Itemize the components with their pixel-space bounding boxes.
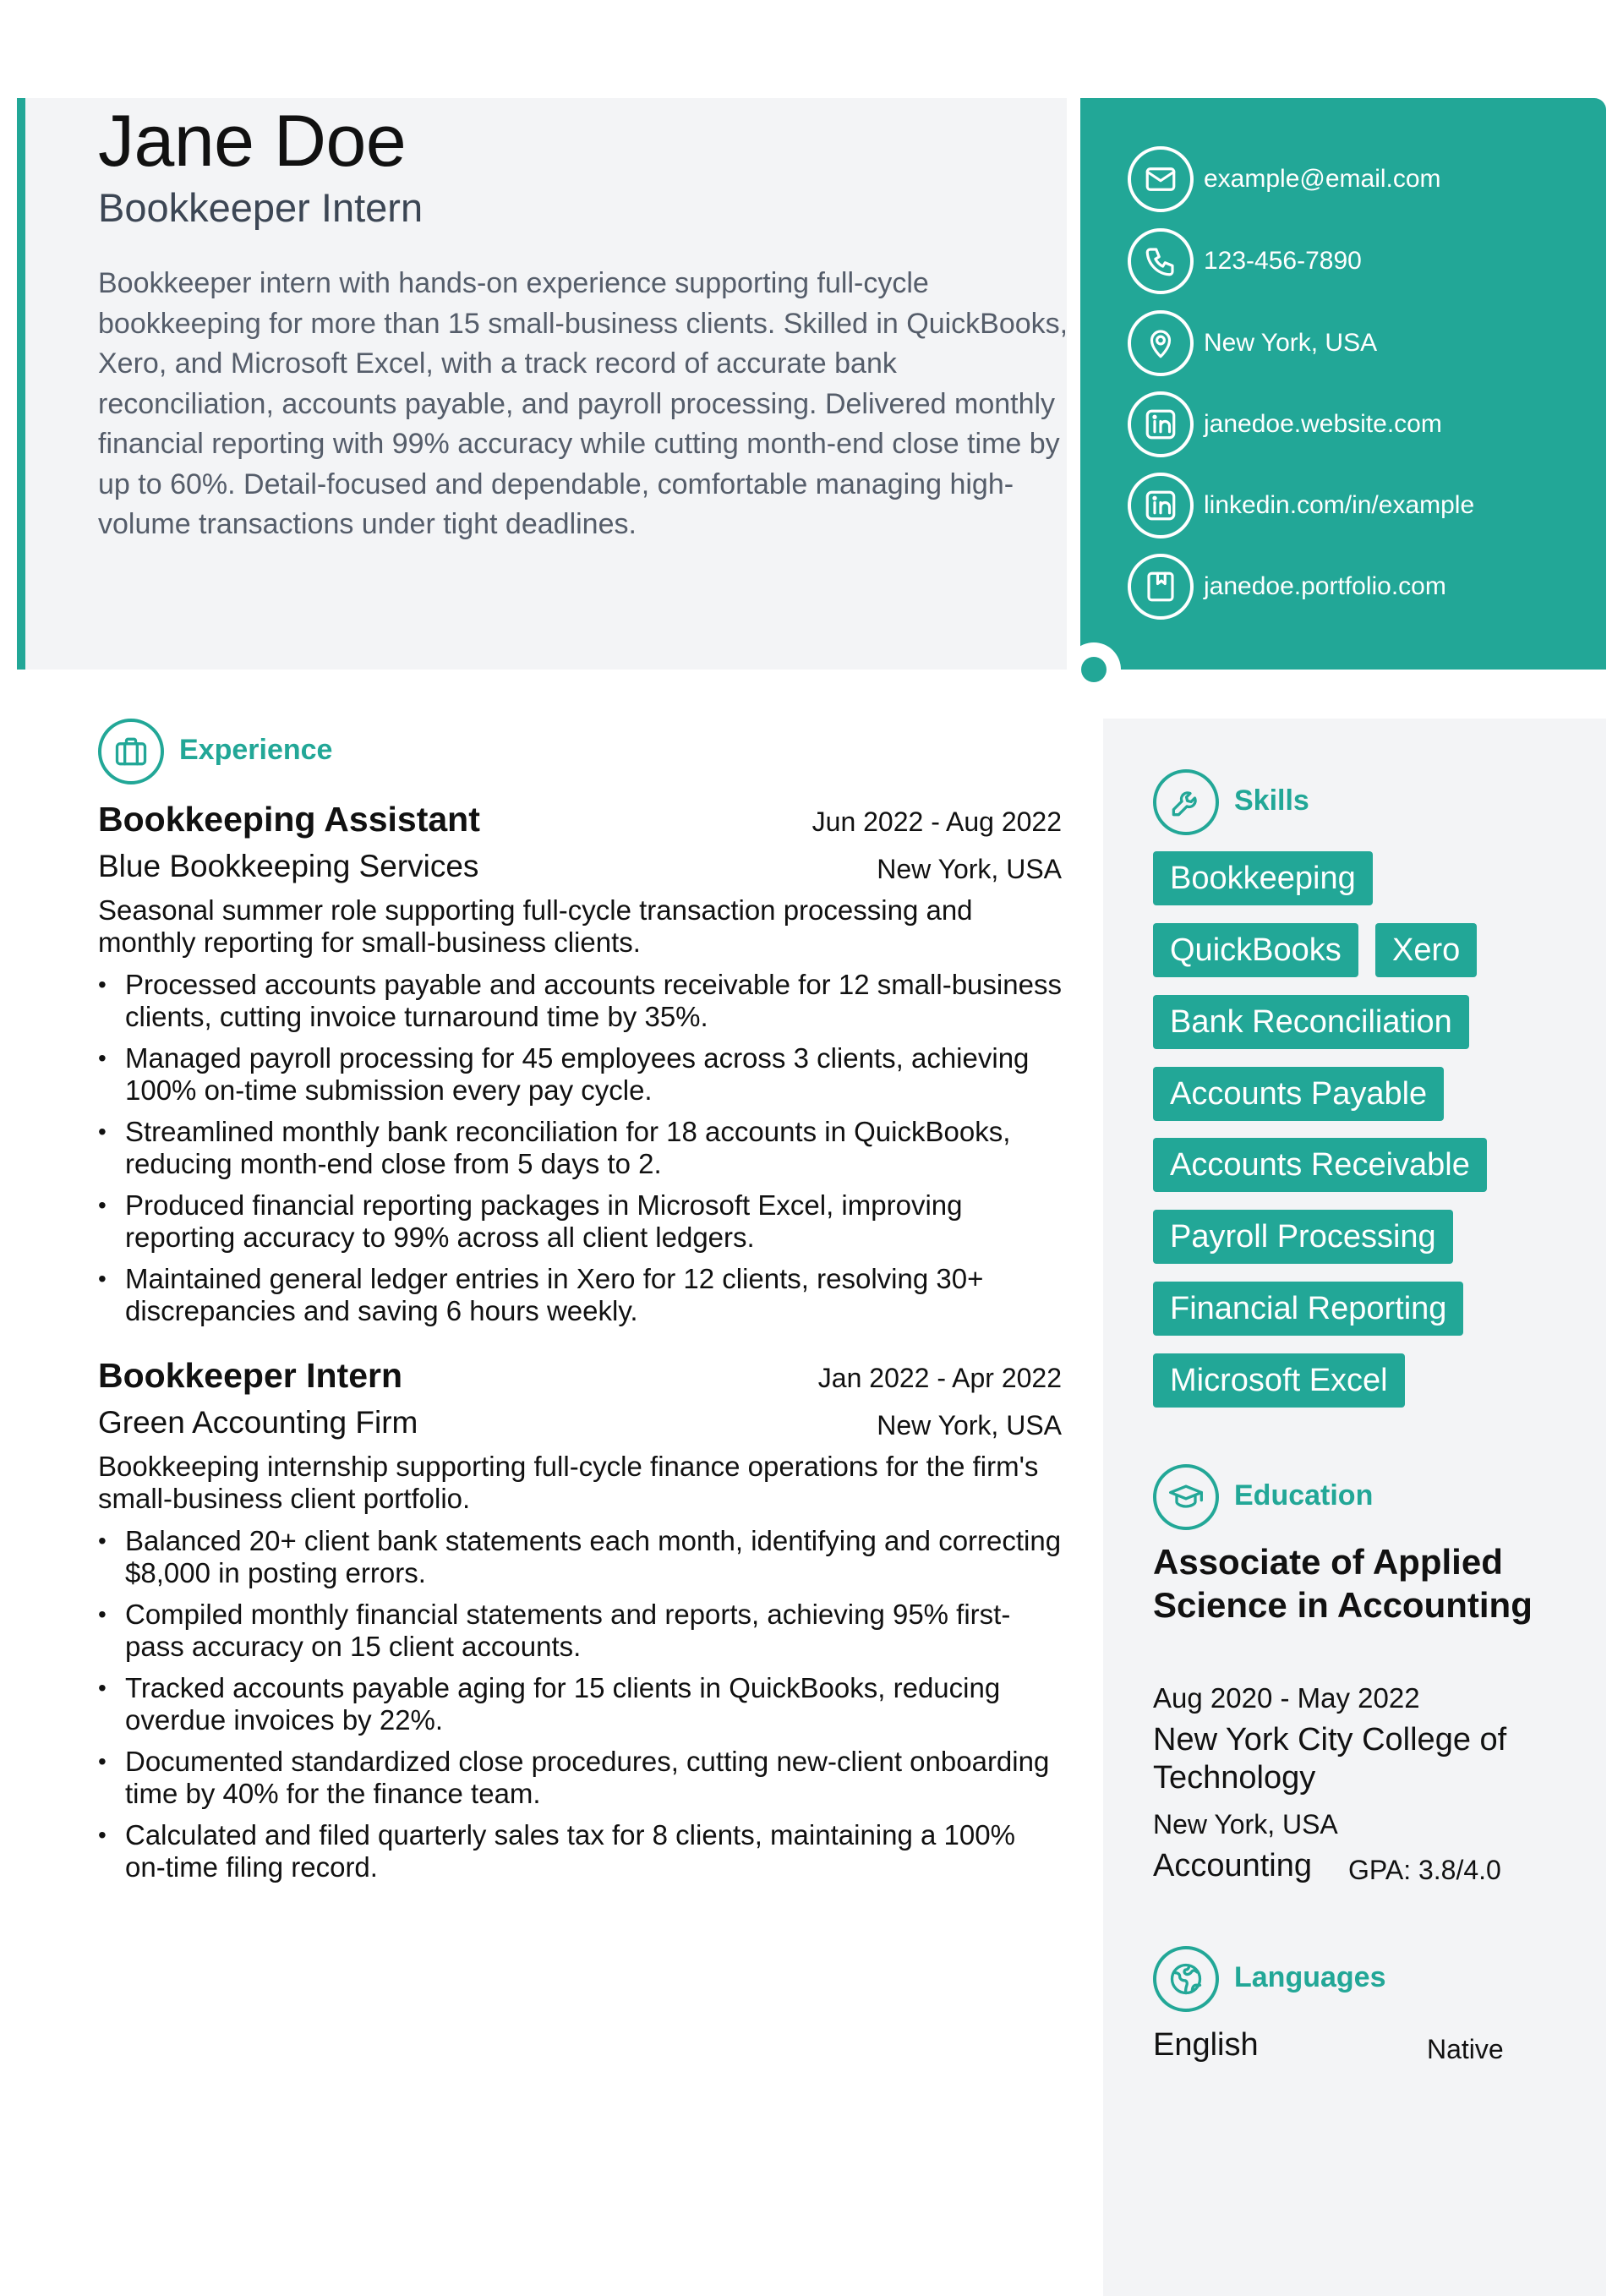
job-description: Seasonal summer role supporting full-cycle transaction processing and monthly reporting for small-business clients.	[98, 894, 973, 958]
education-school: New York City College of Technology	[1153, 1722, 1507, 1796]
language-name: English	[1153, 2027, 1259, 2063]
contact-location	[1128, 309, 1377, 377]
skill-tag: Payroll Processing	[1153, 1210, 1453, 1264]
graduation-cap-icon	[1153, 1464, 1219, 1530]
job-company: Green Accounting Firm	[98, 1405, 418, 1440]
job-bullets	[98, 1525, 1062, 1893]
education-degree: Associate of Applied Science in Accounting	[1153, 1542, 1533, 1625]
contact-linkedin	[1128, 472, 1474, 539]
job-bullet: • Calculated and filed quarterly sales tax for 8 clients, maintaining a 100% on-time filing record.	[98, 1819, 1062, 1883]
map-pin-icon	[1128, 310, 1194, 376]
job-role: Bookkeeping Assistant	[98, 800, 480, 839]
job-bullet: • Compiled monthly financial statements and reports, achieving 95% first-pass accuracy on 15 client accounts.	[98, 1599, 1062, 1663]
job-role: Bookkeeper Intern	[98, 1356, 402, 1395]
bookmark-icon	[1128, 554, 1194, 620]
mail-icon	[1128, 146, 1194, 212]
candidate-title: Bookkeeper Intern	[98, 185, 424, 230]
contact-phone	[1128, 227, 1362, 295]
education-field: Accounting	[1153, 1848, 1313, 1883]
skill-tag: Bookkeeping	[1153, 851, 1373, 905]
experience-heading: Experience	[179, 734, 333, 766]
header-summary-panel	[17, 98, 1067, 670]
linkedin-icon	[1128, 391, 1194, 457]
skill-tag: Microsoft Excel	[1153, 1353, 1405, 1408]
globe-icon	[1153, 1946, 1219, 2012]
contact-email	[1128, 145, 1441, 213]
contact-portfolio	[1128, 553, 1446, 620]
education-location: New York, USA	[1153, 1809, 1338, 1840]
contact-portfolio-text[interactable]: janedoe.portfolio.com	[1204, 572, 1446, 600]
job-entry	[98, 800, 1062, 1341]
education-dates: Aug 2020 - May 2022	[1153, 1682, 1420, 1714]
header-decor-dot	[1067, 642, 1121, 697]
job-bullet: • Balanced 20+ client bank statements each month, identifying and correcting $8,000 in posting errors.	[98, 1525, 1062, 1589]
skill-tag: Accounts Payable	[1153, 1067, 1444, 1121]
job-location: New York, USA	[877, 1410, 1062, 1440]
job-bullet: • Processed accounts payable and accounts receivable for 12 small-business clients, cutting invoice turnaround time by 35%.	[98, 969, 1062, 1033]
wrench-icon	[1153, 769, 1219, 835]
skill-tag: Bank Reconciliation	[1153, 995, 1469, 1049]
job-bullet: • Streamlined monthly bank reconciliation for 18 accounts in QuickBooks, reducing month-end close from 5 days to 2.	[98, 1116, 1062, 1180]
job-entry	[98, 1356, 1062, 1897]
skill-tag: Accounts Receivable	[1153, 1138, 1487, 1192]
contact-phone-text[interactable]: 123-456-7890	[1204, 247, 1362, 275]
job-bullet: • Maintained general ledger entries in Xero for 12 clients, resolving 30+ discrepancies and saving 6 hours weekly.	[98, 1263, 1062, 1327]
job-location: New York, USA	[877, 854, 1062, 884]
job-description: Bookkeeping internship supporting full-cycle finance operations for the firm's small-business client portfolio.	[98, 1451, 1039, 1514]
language-level: Native	[1427, 2034, 1504, 2064]
job-bullet: • Documented standardized close procedures, cutting new-client onboarding time by 40% for the finance team.	[98, 1746, 1062, 1810]
job-bullet: • Produced financial reporting packages in Microsoft Excel, improving reporting accuracy to 99% across all client ledgers.	[98, 1189, 1062, 1254]
skill-tag: QuickBooks	[1153, 923, 1358, 977]
contact-website-text[interactable]: janedoe.website.com	[1204, 410, 1442, 438]
job-bullet: • Tracked accounts payable aging for 15 clients in QuickBooks, reducing overdue invoices by 22%.	[98, 1672, 1062, 1736]
languages-heading: Languages	[1234, 1961, 1386, 1993]
education-gpa: GPA: 3.8/4.0	[1348, 1855, 1501, 1885]
job-bullets	[98, 969, 1062, 1337]
job-bullet: • Managed payroll processing for 45 employees across 3 clients, achieving 100% on-time submission every pay cycle.	[98, 1042, 1062, 1107]
contact-website	[1128, 391, 1442, 458]
contact-linkedin-text[interactable]: linkedin.com/in/example	[1204, 491, 1475, 519]
skill-tag: Financial Reporting	[1153, 1282, 1463, 1336]
contact-email-text[interactable]: example@email.com	[1204, 165, 1441, 193]
skill-tag: Xero	[1375, 923, 1477, 977]
candidate-name: Jane Doe	[98, 101, 407, 182]
phone-icon	[1128, 228, 1194, 294]
profile-summary: Bookkeeper intern with hands-on experience supporting full-cycle bookkeeping for more than 15 small-business clients. Skilled in QuickBooks, Xero, and Microsoft Excel, with a track record of accurate bank reconciliation, accounts payable, and payroll processing. Delivered monthly financial reporting with 99% accuracy while cutting month-end close time by up to 60%. Detail-focused and dependable, comfortable managing high-volume transactions under tight deadlines.	[98, 267, 1068, 540]
contact-panel	[1080, 98, 1606, 670]
job-company: Blue Bookkeeping Services	[98, 849, 479, 883]
briefcase-icon	[98, 719, 164, 784]
job-dates: Jan 2022 - Apr 2022	[817, 1363, 1062, 1393]
job-dates: Jun 2022 - Aug 2022	[812, 806, 1062, 837]
contact-location-text: New York, USA	[1204, 329, 1378, 357]
skills-heading: Skills	[1234, 784, 1309, 817]
education-heading: Education	[1234, 1479, 1374, 1512]
linkedin-icon	[1128, 473, 1194, 538]
